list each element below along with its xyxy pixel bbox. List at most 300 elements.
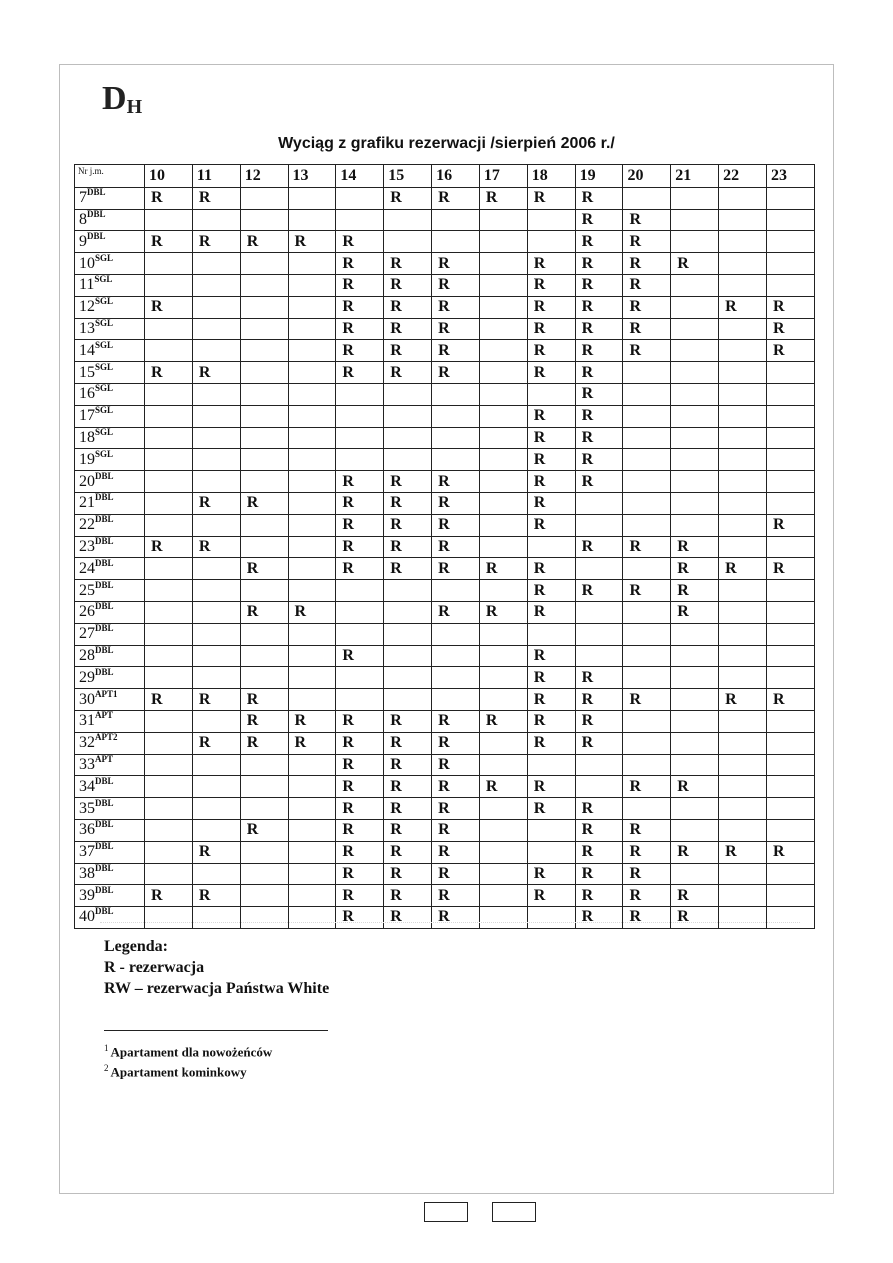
reservation-cell — [192, 383, 240, 405]
legend-heading: Legenda: — [104, 938, 168, 955]
reservation-cell: R — [432, 362, 480, 384]
reservation-cell — [384, 601, 432, 623]
room-type: DBL — [95, 579, 114, 590]
reservation-cell: R — [527, 798, 575, 820]
reservation-cell: R — [336, 819, 384, 841]
reservation-cell — [766, 471, 814, 493]
reservation-cell — [766, 863, 814, 885]
room-number: 35 — [79, 799, 95, 817]
room-label — [75, 231, 145, 253]
room-number: 8 — [79, 210, 87, 228]
table-row — [75, 907, 815, 929]
reservation-cell — [527, 819, 575, 841]
reservation-cell — [623, 383, 671, 405]
day-header: 19 — [575, 165, 623, 188]
room-number: 27 — [79, 625, 95, 643]
table-row — [75, 471, 815, 493]
reservation-cell — [192, 623, 240, 645]
reservation-cell — [719, 645, 767, 667]
reservation-cell — [623, 449, 671, 471]
reservation-cell: R — [575, 710, 623, 732]
reservation-cell: R — [192, 732, 240, 754]
reservation-cell — [192, 274, 240, 296]
reservation-cell — [240, 580, 288, 602]
reservation-cell: R — [384, 776, 432, 798]
reservation-cell: R — [432, 798, 480, 820]
reservation-cell — [527, 754, 575, 776]
reservation-cell — [145, 819, 193, 841]
reservation-cell — [766, 449, 814, 471]
day-header: 13 — [288, 165, 336, 188]
room-label — [75, 514, 145, 536]
room-label — [75, 798, 145, 820]
reservation-cell: R — [145, 231, 193, 253]
reservation-cell: R — [623, 536, 671, 558]
reservation-cell: R — [336, 645, 384, 667]
room-type: SGL — [95, 383, 114, 394]
reservation-cell — [288, 405, 336, 427]
reservation-cell: R — [623, 318, 671, 340]
reservation-cell: R — [575, 187, 623, 209]
reservation-cell — [719, 667, 767, 689]
reservation-cell: R — [432, 601, 480, 623]
reservation-cell — [192, 340, 240, 362]
reservation-cell — [336, 580, 384, 602]
reservation-cell: R — [288, 732, 336, 754]
reservation-cell — [145, 383, 193, 405]
reservation-cell — [432, 383, 480, 405]
reservation-cell — [240, 754, 288, 776]
reservation-cell — [719, 340, 767, 362]
reservation-cell: R — [432, 907, 480, 929]
reservation-cell — [479, 362, 527, 384]
reservation-cell: R — [432, 841, 480, 863]
room-number: 24 — [79, 559, 95, 577]
room-label — [75, 340, 145, 362]
reservation-cell — [719, 231, 767, 253]
reservation-cell: R — [479, 710, 527, 732]
reservation-cell — [719, 601, 767, 623]
room-number: 18 — [79, 428, 95, 446]
reservation-cell — [766, 623, 814, 645]
footnote-1-text: Apartament dla nowożeńców — [110, 1044, 273, 1060]
reservation-cell — [384, 427, 432, 449]
room-label — [75, 558, 145, 580]
reservation-cell — [479, 819, 527, 841]
reservation-cell: R — [575, 209, 623, 231]
room-type: DBL — [95, 666, 114, 677]
reservation-cell — [527, 231, 575, 253]
reservation-cell — [145, 863, 193, 885]
reservation-cell — [671, 296, 719, 318]
reservation-cell — [766, 754, 814, 776]
reservation-cell — [288, 558, 336, 580]
reservation-cell — [575, 492, 623, 514]
room-label — [75, 427, 145, 449]
table-row — [75, 209, 815, 231]
reservation-cell — [623, 558, 671, 580]
reservation-cell: R — [192, 885, 240, 907]
day-header: 17 — [479, 165, 527, 188]
room-number: 7 — [79, 189, 87, 207]
reservation-cell — [288, 776, 336, 798]
room-type: SGL — [95, 318, 114, 328]
room-number: 11 — [79, 276, 95, 294]
reservation-cell — [479, 274, 527, 296]
reservation-cell: R — [766, 841, 814, 863]
logo-main: D — [102, 80, 127, 117]
reservation-cell — [240, 449, 288, 471]
room-label — [75, 819, 145, 841]
reservation-cell — [766, 580, 814, 602]
reservation-cell: R — [384, 362, 432, 384]
room-number: 12 — [79, 298, 95, 316]
reservation-cell — [384, 689, 432, 711]
table-row — [75, 231, 815, 253]
reservation-cell — [719, 471, 767, 493]
reservation-cell: R — [623, 841, 671, 863]
room-number: 25 — [79, 581, 95, 599]
reservation-cell: R — [527, 732, 575, 754]
reservation-cell — [288, 362, 336, 384]
reservation-cell — [671, 383, 719, 405]
reservation-cell — [145, 449, 193, 471]
reservation-cell: R — [336, 231, 384, 253]
room-label — [75, 841, 145, 863]
reservation-cell — [766, 601, 814, 623]
reservation-cell — [145, 558, 193, 580]
reservation-cell — [336, 383, 384, 405]
table-row — [75, 645, 815, 667]
room-number: 21 — [79, 494, 95, 512]
reservation-cell — [671, 514, 719, 536]
reservation-cell: R — [432, 732, 480, 754]
room-type: DBL — [87, 187, 106, 198]
reservation-cell — [145, 907, 193, 929]
reservation-cell — [671, 449, 719, 471]
room-type: SGL — [95, 296, 114, 307]
room-number: 16 — [79, 385, 95, 403]
footnote-1-mark: 1 — [104, 1043, 109, 1053]
reservation-cell — [192, 253, 240, 275]
room-number: 13 — [79, 319, 95, 337]
reservation-cell — [288, 427, 336, 449]
reservation-cell — [240, 841, 288, 863]
reservation-cell — [240, 514, 288, 536]
table-row — [75, 536, 815, 558]
reservation-cell — [288, 885, 336, 907]
reservation-cell — [240, 296, 288, 318]
reservation-cell — [719, 776, 767, 798]
reservation-cell: R — [432, 558, 480, 580]
reservation-cell — [766, 362, 814, 384]
reservation-cell: R — [671, 601, 719, 623]
day-header: 22 — [719, 165, 767, 188]
reservation-cell — [192, 427, 240, 449]
day-header: 11 — [192, 165, 240, 188]
reservation-cell — [192, 471, 240, 493]
reservation-cell — [719, 449, 767, 471]
reservation-cell: R — [527, 492, 575, 514]
reservation-cell: R — [575, 841, 623, 863]
reservation-cell — [527, 907, 575, 929]
table-row — [75, 405, 815, 427]
reservation-cell: R — [575, 667, 623, 689]
reservation-cell — [671, 340, 719, 362]
room-number: 19 — [79, 450, 95, 468]
reservation-cell — [288, 253, 336, 275]
day-header: 10 — [145, 165, 193, 188]
room-type: DBL — [95, 601, 114, 612]
reservation-cell — [766, 732, 814, 754]
reservation-cell — [479, 296, 527, 318]
table-row — [75, 296, 815, 318]
reservation-cell — [192, 645, 240, 667]
reservation-cell — [240, 776, 288, 798]
reservation-cell — [479, 841, 527, 863]
reservation-cell: R — [336, 492, 384, 514]
reservation-cell — [719, 710, 767, 732]
footnote-2-text: Apartament kominkowy — [110, 1064, 247, 1080]
reservation-cell — [479, 405, 527, 427]
reservation-cell — [240, 623, 288, 645]
reservation-cell — [479, 427, 527, 449]
reservation-cell — [288, 580, 336, 602]
reservation-cell — [192, 601, 240, 623]
reservation-cell — [145, 405, 193, 427]
reservation-cell — [145, 492, 193, 514]
reservation-cell — [288, 318, 336, 340]
reservation-cell — [336, 667, 384, 689]
reservation-cell — [766, 253, 814, 275]
reservation-cell: R — [432, 710, 480, 732]
reservation-cell — [719, 405, 767, 427]
table-row — [75, 340, 815, 362]
reservation-cell: R — [384, 558, 432, 580]
reservation-cell: R — [336, 514, 384, 536]
reservation-cell — [671, 667, 719, 689]
legend — [104, 936, 329, 999]
reservation-cell — [240, 405, 288, 427]
reservation-cell: R — [766, 318, 814, 340]
reservation-cell — [671, 863, 719, 885]
reservation-cell — [479, 318, 527, 340]
table-row — [75, 841, 815, 863]
reservation-cell: R — [623, 863, 671, 885]
reservation-cell: R — [145, 689, 193, 711]
reservation-cell — [240, 667, 288, 689]
reservation-cell: R — [288, 231, 336, 253]
reservation-cell — [479, 732, 527, 754]
reservation-cell — [432, 580, 480, 602]
room-number: 17 — [79, 407, 95, 425]
reservation-cell: R — [623, 907, 671, 929]
reservation-cell: R — [432, 471, 480, 493]
reservation-cell — [192, 209, 240, 231]
reservation-cell — [671, 405, 719, 427]
footnote-2-mark: 2 — [104, 1063, 109, 1074]
reservation-cell — [766, 209, 814, 231]
table-body — [75, 187, 815, 928]
reservation-cell: R — [527, 710, 575, 732]
room-type: DBL — [95, 514, 114, 525]
reservation-cell — [240, 536, 288, 558]
reservation-cell — [766, 405, 814, 427]
reservation-cell: R — [145, 362, 193, 384]
reservation-cell: R — [527, 667, 575, 689]
reservation-cell: R — [766, 558, 814, 580]
room-label — [75, 492, 145, 514]
reservation-cell — [192, 514, 240, 536]
reservation-cell: R — [240, 710, 288, 732]
reservation-cell: R — [575, 885, 623, 907]
room-label — [75, 296, 145, 318]
reservation-cell — [336, 209, 384, 231]
reservation-cell — [240, 274, 288, 296]
reservation-cell — [623, 362, 671, 384]
reservation-cell: R — [575, 819, 623, 841]
room-type: DBL — [95, 470, 114, 481]
reservation-cell — [288, 623, 336, 645]
reservation-cell — [719, 209, 767, 231]
reservation-cell: R — [192, 187, 240, 209]
reservation-cell: R — [384, 732, 432, 754]
table-row — [75, 689, 815, 711]
reservation-cell: R — [384, 863, 432, 885]
reservation-cell: R — [766, 340, 814, 362]
reservation-cell — [766, 536, 814, 558]
reservation-cell: R — [575, 449, 623, 471]
reservation-cell: R — [623, 580, 671, 602]
room-label — [75, 907, 145, 929]
reservation-cell — [671, 318, 719, 340]
reservation-cell: R — [527, 776, 575, 798]
room-type: DBL — [95, 492, 114, 503]
room-label — [75, 863, 145, 885]
reservation-cell — [145, 754, 193, 776]
page-box-left — [424, 1202, 468, 1222]
legend-line-rw: RW – rezerwacja Państwa White — [104, 980, 330, 997]
room-number: 9 — [79, 232, 87, 250]
reservation-cell — [240, 798, 288, 820]
reservation-cell — [240, 645, 288, 667]
room-label — [75, 776, 145, 798]
footnotes — [104, 1040, 272, 1081]
reservation-cell — [479, 514, 527, 536]
reservation-cell — [240, 362, 288, 384]
reservation-cell — [623, 798, 671, 820]
room-label — [75, 732, 145, 754]
reservation-cell — [145, 841, 193, 863]
reservation-cell — [671, 492, 719, 514]
room-type: SGL — [95, 405, 114, 416]
reservation-cell: R — [288, 710, 336, 732]
room-label — [75, 536, 145, 558]
reservation-cell — [671, 798, 719, 820]
reservation-cell — [671, 209, 719, 231]
reservation-cell: R — [145, 296, 193, 318]
table-row — [75, 558, 815, 580]
reservation-cell: R — [336, 340, 384, 362]
reservation-cell — [479, 340, 527, 362]
reservation-cell: R — [336, 841, 384, 863]
reservation-cell: R — [288, 601, 336, 623]
reservation-cell — [240, 427, 288, 449]
reservation-cell — [766, 776, 814, 798]
reservation-cell: R — [336, 710, 384, 732]
reservation-cell — [671, 623, 719, 645]
reservation-cell: R — [575, 231, 623, 253]
reservation-cell: R — [527, 318, 575, 340]
reservation-table — [74, 164, 815, 929]
room-label — [75, 645, 145, 667]
room-number: 33 — [79, 755, 95, 773]
room-number: 10 — [79, 254, 95, 272]
room-label — [75, 209, 145, 231]
reservation-cell — [479, 623, 527, 645]
reservation-cell — [192, 558, 240, 580]
reservation-cell: R — [671, 536, 719, 558]
reservation-cell — [240, 209, 288, 231]
reservation-cell: R — [623, 231, 671, 253]
reservation-cell: R — [575, 580, 623, 602]
reservation-cell — [719, 492, 767, 514]
reservation-cell: R — [575, 427, 623, 449]
reservation-cell — [288, 841, 336, 863]
page-title: Wyciąg z grafiku rezerwacji /sierpień 2006 r./ — [278, 135, 615, 152]
room-type: DBL — [95, 775, 114, 786]
reservation-cell — [671, 645, 719, 667]
reservation-cell: R — [192, 689, 240, 711]
reservation-cell: R — [336, 558, 384, 580]
reservation-cell: R — [671, 558, 719, 580]
reservation-cell — [384, 645, 432, 667]
room-number: 32 — [79, 734, 95, 752]
reservation-cell — [719, 514, 767, 536]
reservation-cell — [766, 907, 814, 929]
reservation-cell — [145, 514, 193, 536]
room-label — [75, 601, 145, 623]
reservation-cell — [623, 187, 671, 209]
page-box-right — [492, 1202, 536, 1222]
reservation-cell — [192, 405, 240, 427]
reservation-cell — [192, 863, 240, 885]
reservation-cell — [384, 405, 432, 427]
room-type: SGL — [95, 361, 114, 372]
reservation-cell: R — [575, 471, 623, 493]
reservation-cell: R — [384, 907, 432, 929]
footnote-1 — [104, 1040, 272, 1060]
reservation-cell — [145, 732, 193, 754]
reservation-cell — [479, 907, 527, 929]
reservation-cell — [288, 340, 336, 362]
reservation-cell: R — [432, 274, 480, 296]
room-type: DBL — [87, 209, 106, 219]
reservation-cell: R — [432, 318, 480, 340]
logo — [102, 80, 142, 118]
room-label — [75, 383, 145, 405]
room-number: 34 — [79, 777, 95, 795]
room-number: 26 — [79, 603, 95, 621]
reservation-cell: R — [384, 340, 432, 362]
reservation-cell — [432, 667, 480, 689]
reservation-cell — [719, 536, 767, 558]
reservation-cell — [192, 449, 240, 471]
room-type: DBL — [95, 557, 114, 568]
reservation-cell: R — [336, 776, 384, 798]
reservation-cell: R — [719, 296, 767, 318]
reservation-cell — [719, 274, 767, 296]
